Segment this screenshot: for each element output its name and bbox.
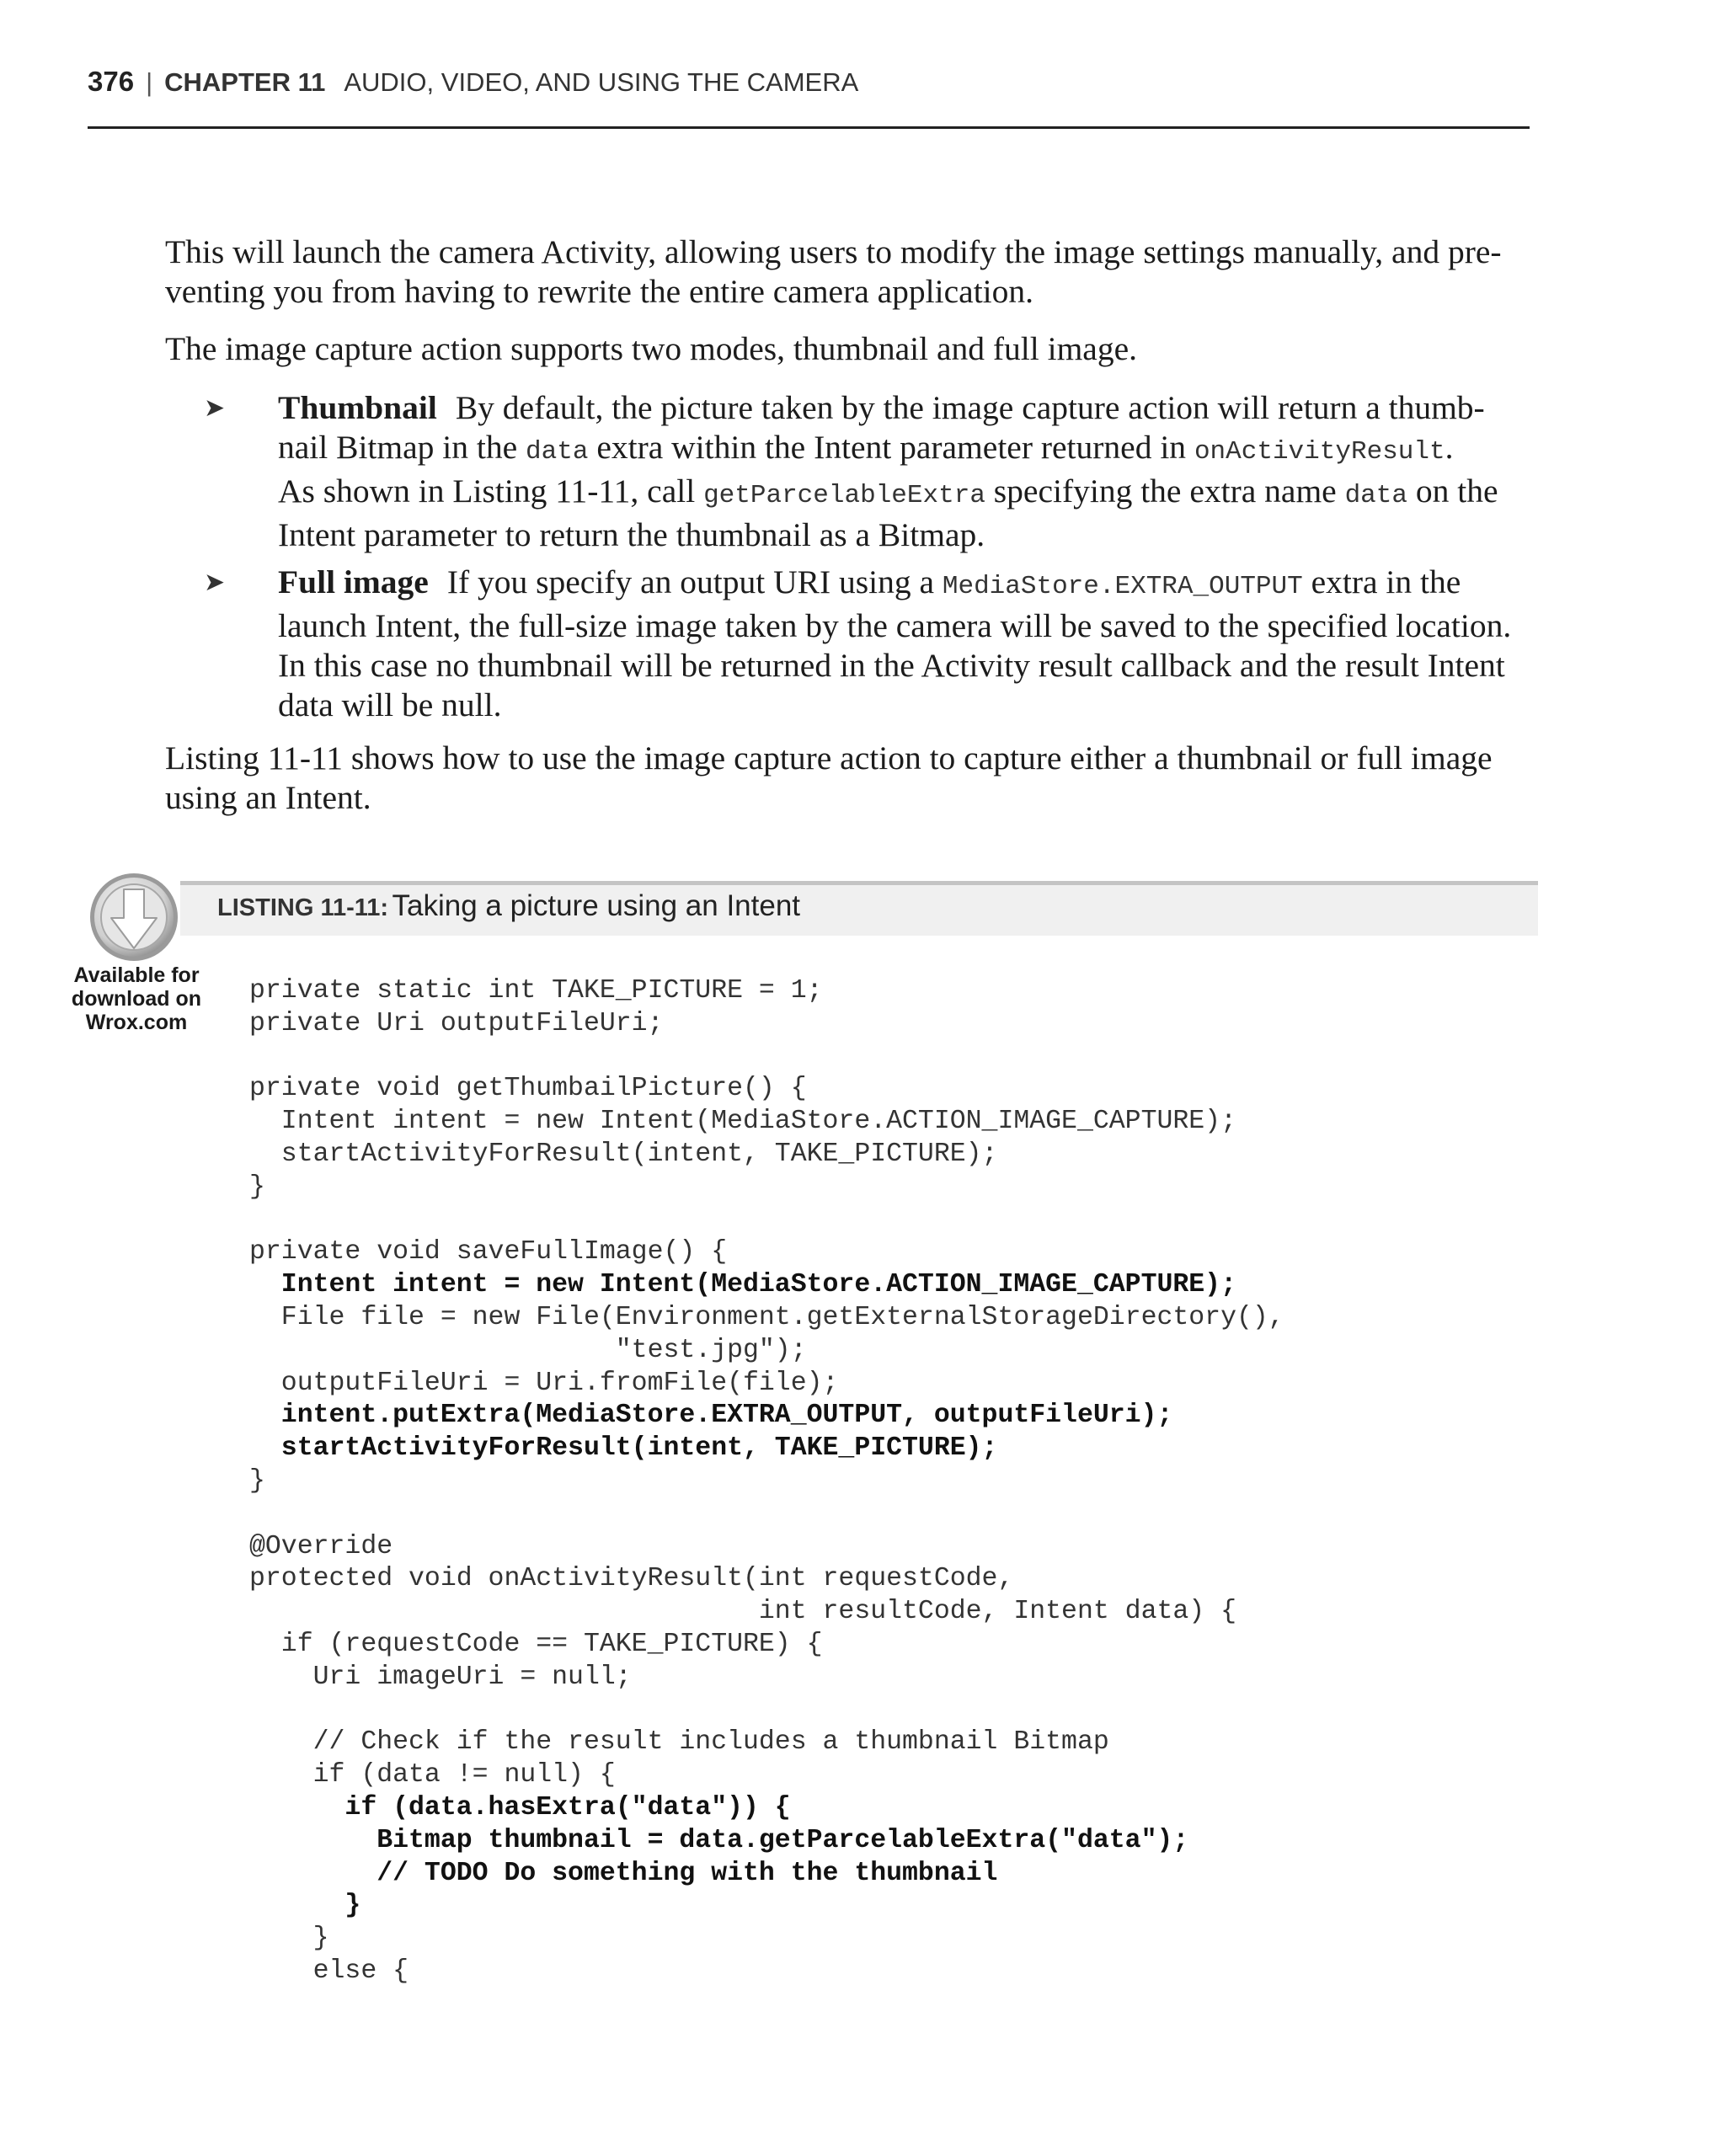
bullet-arrow-icon: ➤ [204,568,226,597]
chapter-title: AUDIO, VIDEO, AND USING THE CAMERA [344,67,859,97]
bullet-thumbnail [165,388,1521,555]
code-line: } [249,1924,329,1954]
code-line: protected void onActivityResult(int requestCode, [249,1564,1014,1594]
code-line: } [249,1171,265,1202]
code-line: Intent intent = new Intent(MediaStore.ACTION_IMAGE_CAPTURE); [249,1107,1236,1137]
inline-code: getParcelableExtra [703,481,985,510]
code-line: if (data.hasExtra("data")) { [249,1792,791,1822]
page-number: 376 [88,66,135,97]
code-line: @Override [249,1531,393,1561]
code-line: private void getThumbailPicture() { [249,1074,807,1104]
code-line: if (data != null) { [249,1760,616,1790]
code-line: Uri imageUri = null; [249,1662,632,1692]
listing-title [217,889,800,923]
bullet-line: In this case no thumbnail will be returned in the Activity result callback and the result Intent [278,647,1505,684]
inline-code: data [1344,481,1407,510]
bullet-text: nail Bitmap in the [278,429,526,466]
code-line [249,1041,1284,1074]
bullet-line: data will be null. [278,686,502,723]
code-line: private Uri outputFileUri; [249,1008,664,1038]
bullet-term: Full image [278,563,429,600]
code-line: Bitmap thumbnail = data.getParcelableExtra("data"); [249,1825,1189,1855]
header-separator: | [146,67,153,97]
paragraph-line: Listing 11-11 shows how to use the image capture action to capture either a thumbnail or full image [165,739,1493,776]
bullet-text: extra in the [1302,563,1461,600]
code-line: int resultCode, Intent data) { [249,1597,1236,1627]
bullet-arrow-icon: ➤ [204,393,226,423]
bullet-full-image [165,563,1521,725]
download-line: download on [71,987,202,1011]
download-line: Available for [73,963,200,987]
code-line [249,1694,1284,1727]
paragraph-line: using an Intent. [165,779,371,816]
bullet-text: If you specify an output URI using a [446,563,943,600]
code-line: // Check if the result includes a thumbnail Bitmap [249,1727,1109,1758]
bullet-text: specifying the extra name [985,472,1345,510]
code-line: } [249,1465,265,1496]
bullet-text: extra within the Intent parameter returned in [588,429,1194,466]
listing-caption: Taking a picture using an Intent [392,889,801,922]
download-note[interactable] [62,963,211,1034]
paragraph-line: The image capture action supports two modes, thumbnail and full image. [165,330,1137,367]
code-line: // TODO Do something with the thumbnail [249,1858,998,1888]
bullet-text: As shown in Listing 11-11, call [278,472,704,510]
code-line [249,1204,1284,1237]
bullet-text: on the [1407,472,1498,510]
code-line: outputFileUri = Uri.fromFile(file); [249,1368,839,1398]
bullet-text: . [1445,429,1454,466]
paragraph-listing-intro [165,739,1521,818]
code-line: private void saveFullImage() { [249,1237,728,1267]
download-line: Wrox.com [85,1011,188,1034]
code-line: intent.putExtra(MediaStore.EXTRA_OUTPUT, outputFileUri); [249,1401,1173,1431]
code-line: else { [249,1956,409,1986]
code-line: startActivityForResult(intent, TAKE_PICTURE); [249,1433,998,1464]
code-line: "test.jpg"); [249,1335,807,1365]
code-line: startActivityForResult(intent, TAKE_PICTURE); [249,1139,998,1169]
listing-label: LISTING 11-11: [217,894,389,921]
paragraph-line: This will launch the camera Activity, allowing users to modify the image settings manually, and pre- [165,233,1502,270]
paragraph-modes [165,329,1521,369]
header-rule [88,126,1530,129]
inline-code: MediaStore.EXTRA_OUTPUT [942,572,1303,601]
paragraph-intro [165,232,1521,312]
code-line: } [249,1891,361,1921]
paragraph-line: venting you from having to rewrite the entire camera application. [165,273,1034,310]
download-icon[interactable] [88,871,180,963]
bullet-term: Thumbnail [278,389,437,426]
chapter-label: CHAPTER 11 [164,67,326,97]
inline-code: onActivityResult [1194,437,1445,467]
inline-code: data [526,437,589,467]
code-line: if (requestCode == TAKE_PICTURE) { [249,1629,823,1659]
code-line [249,1498,1284,1531]
running-header [88,66,858,98]
code-line: Intent intent = new Intent(MediaStore.ACTION_IMAGE_CAPTURE); [249,1270,1236,1300]
bullet-line: Intent parameter to return the thumbnail as a Bitmap. [278,516,985,553]
code-listing [249,975,1284,1988]
code-line: File file = new File(Environment.getExternalStorageDirectory(), [249,1302,1284,1332]
bullet-line: By default, the picture taken by the image capture action will return a thumb- [455,389,1485,426]
code-line: private static int TAKE_PICTURE = 1; [249,976,823,1006]
bullet-line: launch Intent, the full-size image taken by the camera will be saved to the specified location. [278,607,1512,644]
